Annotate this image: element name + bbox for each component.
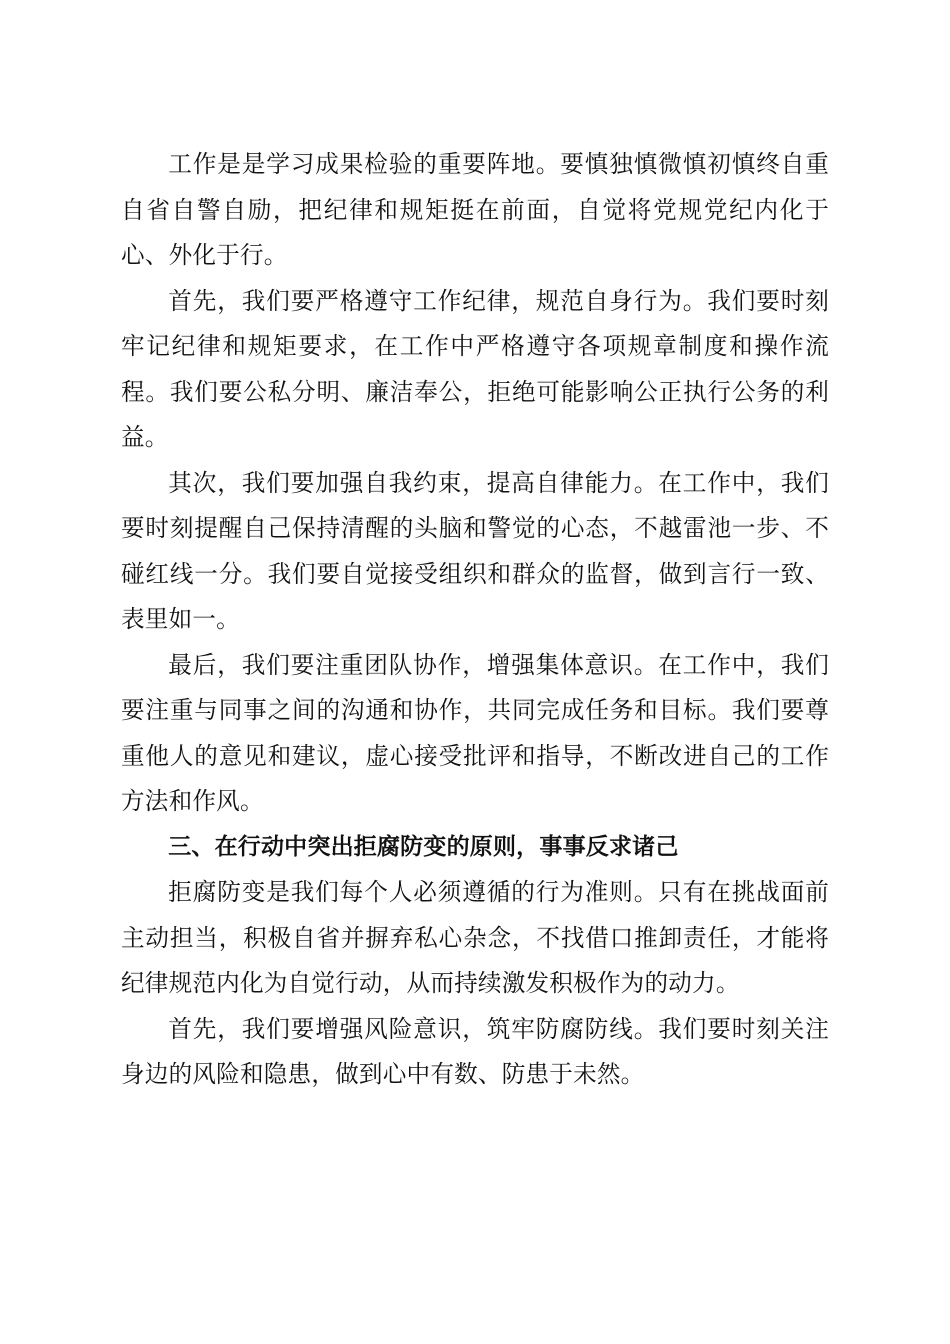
document-body (121, 142, 829, 1098)
paragraph-section-intro: 拒腐防变是我们每个人必须遵循的行为准则。只有在挑战面前主动担当，积极自省并摒弃私心杂念，不找借口推卸责任，才能将纪律规范内化为自觉行动，从而持续激发积极作为的动力。 (121, 878, 829, 997)
paragraph-section-first-point: 首先，我们要增强风险意识，筑牢防腐防线。我们要时刻关注身边的风险和隐患，做到心中有数、防患于未然。 (121, 1014, 829, 1088)
section-heading: 三、在行动中突出拒腐防变的原则，事事反求诸己 (168, 833, 679, 860)
paragraph-discipline-intro: 工作是是学习成果检验的重要阵地。要慎独慎微慎初慎终自重自省自警自励，把纪律和规矩挺在前面，自觉将党规党纪内化于心、外化于行。 (121, 150, 829, 269)
paragraph-last-point: 最后，我们要注重团队协作，增强集体意识。在工作中，我们要注重与同事之间的沟通和协作，共同完成任务和目标。我们要尊重他人的意见和建议，虚心接受批评和指导，不断改进自己的工作方法和作风。 (121, 650, 829, 815)
paragraph-first-point: 首先，我们要严格遵守工作纪律，规范自身行为。我们要时刻牢记纪律和规矩要求，在工作中严格遵守各项规章制度和操作流程。我们要公私分明、廉洁奉公，拒绝可能影响公正执行公务的利益。 (121, 286, 829, 451)
paragraph-second-point: 其次，我们要加强自我约束，提高自律能力。在工作中，我们要时刻提醒自己保持清醒的头脑和警觉的心态，不越雷池一步、不碰红线一分。我们要自觉接受组织和群众的监督，做到言行一致、表里如一。 (121, 468, 829, 633)
